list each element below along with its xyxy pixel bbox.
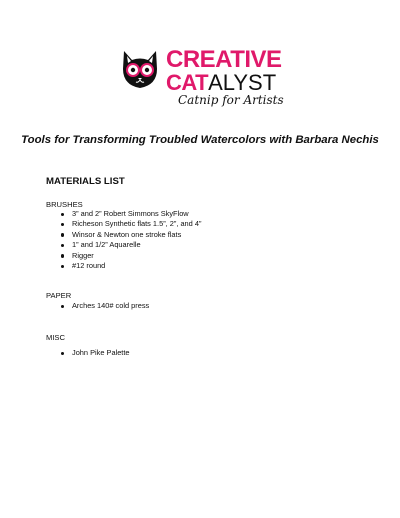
list-item: Arches 140# cold press — [46, 301, 149, 311]
document-title: Tools for Transforming Troubled Watercolors with Barbara Nechis — [21, 134, 379, 146]
list-item: Rigger — [46, 251, 201, 261]
list-item: 1” and 1/2” Aquarelle — [46, 240, 201, 250]
logo-tagline: Catnip for Artists — [178, 93, 284, 107]
brushes-list — [46, 209, 201, 271]
logo-wordmark-cat: CAT — [166, 70, 209, 95]
cat-with-glasses-icon — [118, 47, 162, 91]
list-item: #12 round — [46, 261, 201, 271]
paper-list — [46, 301, 149, 311]
list-item: John Pike Palette — [46, 348, 130, 358]
logo-wordmark-catalyst — [166, 72, 276, 94]
group-label-misc: MISC — [46, 333, 65, 342]
list-item: Richeson Synthetic flats 1.5”, 2”, and 4” — [46, 219, 201, 229]
logo-wordmark-creative: CREATIVE — [166, 46, 282, 73]
group-label-brushes: BRUSHES — [46, 200, 83, 209]
group-label-paper: PAPER — [46, 291, 72, 300]
misc-list — [46, 348, 130, 358]
materials-list-heading: MATERIALS LIST — [46, 176, 125, 187]
list-item: Winsor & Newton one stroke flats — [46, 230, 201, 240]
creative-catalyst-logo — [118, 46, 288, 108]
list-item: 3” and 2” Robert Simmons SkyFlow — [46, 209, 201, 219]
logo-wordmark-alyst: ALYST — [208, 70, 277, 95]
